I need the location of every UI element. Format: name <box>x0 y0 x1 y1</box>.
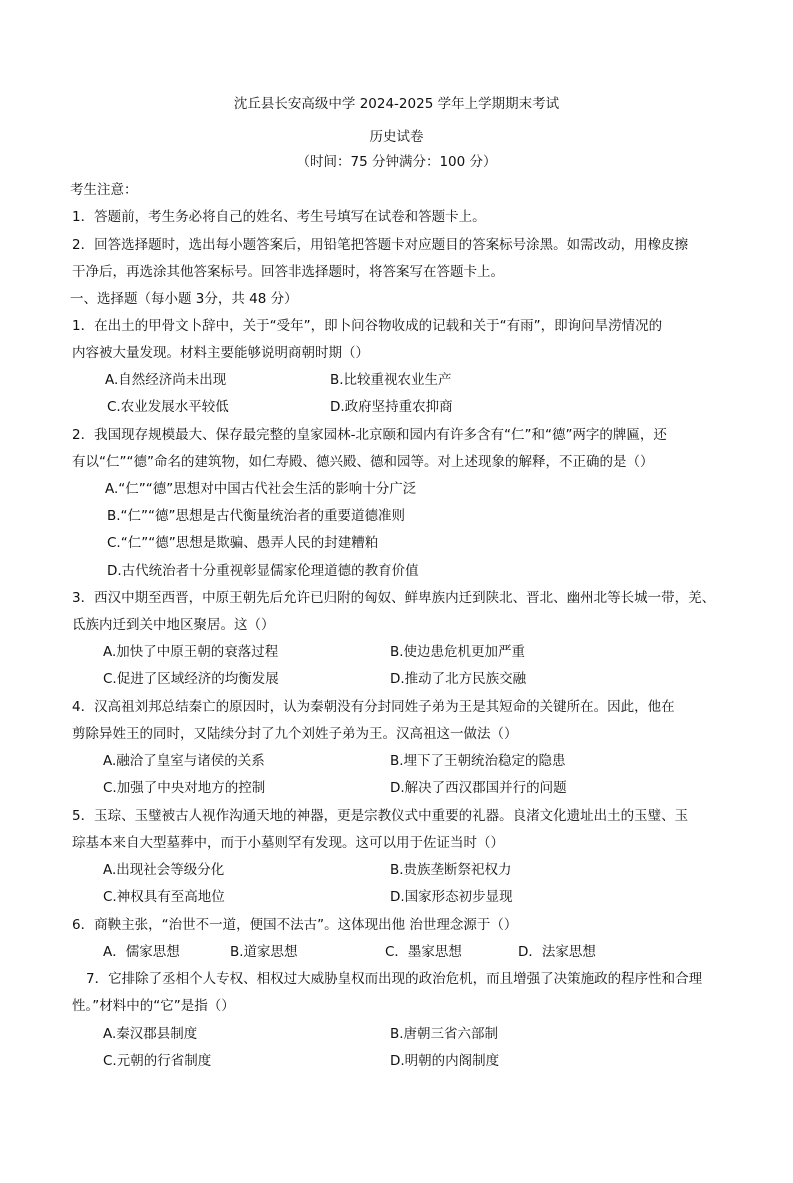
question-7-line-1: 7．它排除了丞相个人专权、相权过大威胁皇权而出现的政治危机，而且增强了决策施政的程序性和合理 <box>86 971 703 987</box>
section-heading: 一、选择题（每小题 3分，共 48 分） <box>70 291 298 307</box>
question-4-option-d: D.解决了西汉郡国并行的问题 <box>390 780 567 796</box>
exam-subject: 历史试卷 <box>369 129 424 145</box>
question-3-line-2: 氐族内迁到关中地区聚居。这（） <box>72 617 275 633</box>
question-1-line-2: 内容被大量发现。材料主要能够说明商朝时期（） <box>72 345 369 361</box>
question-6-option-b: B.道家思想 <box>230 944 298 960</box>
question-4-option-c: C.加强了中央对地方的控制 <box>103 780 266 796</box>
question-3-option-c: C.促进了区域经济的均衡发展 <box>103 671 279 687</box>
question-3-line-1: 3．西汉中期至西晋，中原王朝先后允许已归附的匈奴、鲜卑族内迁到陕北、晋北、幽州北等长城一带，羌、 <box>72 590 716 606</box>
question-6-line-1: 6．商鞅主张，“治世不一道，便国不法古”。这体现出他 治世理念源于（） <box>72 917 518 933</box>
question-1-line-1: 1．在出土的甲骨文卜辞中，关于“受年”，即卜问谷物收成的记载和关于“有雨”，即询问旱涝情况的 <box>72 318 663 334</box>
question-3-option-a: A.加快了中原王朝的衰落过程 <box>103 644 279 660</box>
question-2-line-2: 有以“仁”“德”命名的建筑物，如仁寿殿、德兴殿、德和园等。对上述现象的解释，不正确的是（） <box>72 454 654 470</box>
question-7-option-b: B.唐朝三省六部制 <box>390 1026 499 1042</box>
question-2-option-d: D.古代统治者十分重视彰显儒家伦理道德的教育价值 <box>107 563 419 579</box>
question-3-option-d: D.推动了北方民族交融 <box>390 671 527 687</box>
question-6-option-a: A．儒家思想 <box>103 944 180 960</box>
question-4-option-b: B.埋下了王朝统治稳定的隐患 <box>390 753 566 769</box>
question-5-option-c: C.神权具有至高地位 <box>103 889 225 905</box>
question-5-option-b: B.贵族垄断祭祀权力 <box>390 862 512 878</box>
question-7-option-c: C.元朝的行省制度 <box>103 1053 212 1069</box>
question-2-option-b: B.“仁”“德”思想是古代衡量统治者的重要道德准则 <box>107 508 406 524</box>
notice-item-1: 1．答题前，考生务必将自己的姓名、考生号填写在试卷和答题卡上。 <box>72 209 486 225</box>
question-5-option-a: A.出现社会等级分化 <box>103 862 225 878</box>
question-2-option-a: A.“仁”“德”思想对中国古代社会生活的影响十分广泛 <box>105 481 417 497</box>
question-6-option-d: D．法家思想 <box>518 944 596 960</box>
question-6-option-c: C．墨家思想 <box>385 944 462 960</box>
question-4-option-a: A.融洽了皇室与诸侯的关系 <box>103 753 265 769</box>
question-7-option-a: A.秦汉郡县制度 <box>103 1026 198 1042</box>
question-7-line-2: 性。”材料中的“它”是指（） <box>72 998 235 1014</box>
question-5-line-1: 5．玉琮、玉璧被古人视作沟通天地的神器，更是宗教仪式中重要的礼器。良渚文化遗址出土的玉璧、玉 <box>72 808 689 824</box>
question-1-option-b: B.比较重视农业生产 <box>330 372 452 388</box>
question-2-line-1: 2．我国现存规模最大、保存最完整的皇家园林-北京颐和园内有许多含有“仁”和“德”两字的牌匾，还 <box>72 427 667 443</box>
question-2-option-c: C.“仁”“德”思想是欺骗、愚弄人民的封建糟粕 <box>107 535 379 551</box>
question-5-line-2: 琮基本来自大型墓葬中，而于小墓则罕有发现。这可以用于佐证当时（） <box>72 835 504 851</box>
question-1-option-a: A.自然经济尚未出现 <box>105 372 227 388</box>
exam-time: （时间：75 分钟满分：100 分） <box>296 154 497 170</box>
question-5-option-d: D.国家形态初步显现 <box>390 889 513 905</box>
question-1-option-c: C.农业发展水平较低 <box>107 399 229 415</box>
question-4-line-1: 4．汉高祖刘邦总结秦亡的原因时，认为秦朝没有分封同姓子弟为王是其短命的关键所在。因此，他在 <box>72 699 675 715</box>
notice-item-2-line-2: 干净后，再选涂其他答案标号。回答非选择题时，将答案写在答题卡上。 <box>72 264 504 280</box>
question-7-option-d: D.明朝的内阁制度 <box>390 1053 500 1069</box>
notice-heading: 考生注意： <box>70 182 138 198</box>
question-1-option-d: D.政府坚持重农抑商 <box>330 399 453 415</box>
question-3-option-b: B.使边患危机更加严重 <box>390 644 526 660</box>
question-4-line-2: 剪除异姓王的同时，又陆续分封了九个刘姓子弟为王。汉高祖这一做法（） <box>72 726 518 742</box>
exam-title: 沈丘县长安高级中学 2024-2025 学年上学期期末考试 <box>233 96 560 112</box>
notice-item-2-line-1: 2．回答选择题时，选出每小题答案后，用铅笔把答题卡对应题目的答案标号涂黑。如需改动，用橡皮擦 <box>72 237 689 253</box>
